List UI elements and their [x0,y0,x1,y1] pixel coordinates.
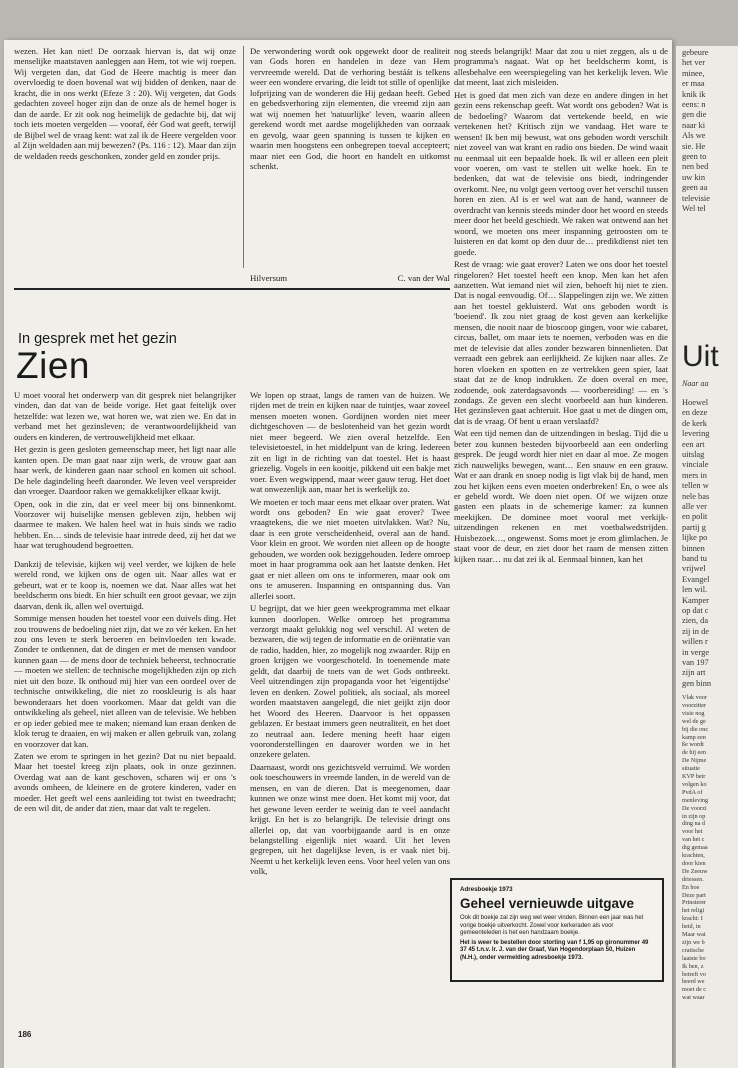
facing-page-line: gen binn [682,678,712,688]
paragraph: Zaten we erom te springen in het gezin? Dat nu niet bepaald. Maar het toestel kreeg zijn plaats, ook in onze gezinnen. Overdag wat aan de kant geschoven, scharen wij er ons 's avonds omheen, de kleinere en de grotere kinderen, vader en moeder. Het geeft wel eens aanleiding tot twist en tweedracht; de een wil dit, de ander dat zien, maar dat valt te regelen. [14,750,236,814]
facing-page-line: En hoe [682,883,700,891]
facing-page-line: visie nog [682,709,705,717]
facing-page-line: voor het [682,828,703,836]
facing-page-edge [676,46,738,1068]
paragraph: Daarnaast, wordt ons gezichtsveld verruimd. We worden ook toeschouwers in vreemde landen, in de wereld van de mensen, en van de dieren. Dat is meegenomen, daar kunnen we onze winst mee doen. Het komt mij voor, dat het gewone leven eerder te weinig dan te veel aandacht krijgt. En het is zo belangrijk. De televisie dringt ons allerlei op, dat van voorbijgaande aard is en onze belangstelling eigenlijk niet waard. Uit het leven gegrepen, uit het dagelijkse leven, is er vaak niet bij. Neemt u het kerkelijk leven eens. Voor heel velen van ons volk, [250,761,450,877]
facing-page-line: geen aa [682,183,708,193]
facing-page-line: driessen. [682,875,704,883]
facing-page-line: nen bed [682,162,709,172]
box-body: Ook dit boekje zal zijn weg wel weer vinden. Binnen een jaar was het vorige boekje uitverkocht. Zowel voor kerkeraden als voor gemeenteleden is het een handzaam boekje. [460,915,644,937]
paragraph: U begrijpt, dat we hier geen weekprogramma met elkaar kunnen doorlopen. Welke omroep het programma verzorgt maakt gelukkig nog wel verschil. Al weten de bezwaren, die wij tegen de informatie en de oriëntatie van de radio, hadden, hier, zo mogelijk nog zwaarder. Rijp en groen krijgen we voorgeschoteld. In toenemende mate geldt, dat daarbij de toets van de wet Gods ontbreekt. Veel uitzendingen zijn propaganda voor het 'eigentijdse' leven en denken. Zowel politiek, als sociaal, als moreel worden maatstaven aangelegd, die niet geijkt zijn door het Woord des Heeren. Daarvoor is het oppassen geblazen. Er bestaat immers geen neutraliteit, en het doet zo neutraal aan. Iedere mening heeft haar eigen vooronderstellingen en daarover worden we in het onzekere gelaten. [250,603,450,760]
page-number: 186 [18,1030,32,1039]
facing-page-line: Kamper [682,595,709,605]
facing-page-line: Prinsterer [682,899,707,907]
facing-page-line: partij g [682,522,706,532]
facing-page-line: voorzitter [682,701,707,709]
facing-page-line: len wil. [682,585,708,595]
facing-page-line: wat waar [682,994,705,1002]
paragraph: Open, ook in die zin, dat er veel meer bij ons binnenkomt. Voorzover wij huiselijke mensen gebleven zijn, hebben wij daarmee te maken. We halen heel wat in huis sinds we radio hebben. En… sinds de televisie haar intrede deed, zij het dat we haar wat terughoudend begroetten. [14,498,236,551]
facing-page-line: uw kin [682,172,706,182]
facing-page-line: willen r [682,637,708,647]
top-article-column-2 [250,46,450,268]
paragraph: Het is goed dat men zich van deze en andere dingen in het gezin eens rekenschap geeft. Wat wordt ons geboden? Wat is de bedoeling? Waarom dat vertekende beeld, en wie vertekenen het? Kritisch zijn we vandaag. Het ware te wensen! Ik ben mij bewust, wat ons geboden wordt verschilt niet zoveel van wat krant en radio ons bieden. De wind waait nu eenmaal uit een bepaalde hoek. Ik wil er alleen een pleit voor voeren, om vast te stellen uit welke hoek. En te bedenken, dat wat de televisie ons biedt, indringender overkomt. Nee, nu volgt geen vertoog over het verschil tussen horen en zien. Al is er wel wat aan de hand, wanneer de overdracht van kennis steeds minder door het woord en steeds meer door het beeld geschiedt. We raken wat ontwend aan het woord, we moeten ons meer inspanning getroosten om te luisteren en dat komt op den duur de… predikdienst niet ten goede. [454,89,668,257]
facing-page-line: het ver [682,58,706,68]
facing-page-line: De voorzi [682,804,707,812]
facing-page-line: betreft vo [682,970,706,978]
box-order-info: Het is weer te bestellen door storting van f 1,95 op gironummer 49 37 45 t.n.v. Ir. J. van der Graaf, Van Hogendorplaan 50, Huizen (N.H.), onder vermelding adresboekje 1973. [460,939,649,961]
facing-page-line: gen die [682,110,707,120]
facing-page-line: door kien [682,859,706,867]
facing-page-line: alle ver [682,502,707,511]
facing-page-line: PvdA of [682,788,703,796]
facing-page-line: Deze part [682,891,706,899]
box-title: Geheel vernieuwde uitgave [460,896,635,911]
facing-page-line: krachten, [682,852,705,859]
facing-page-line: gebeure [682,48,709,57]
facing-page-line: minee, [682,68,705,78]
facing-page-line: laatste bo [682,954,706,962]
facing-page-line: zijn we b [682,938,705,946]
facing-page-line: kamp een [682,733,706,741]
facing-page-line: mers in [682,470,707,480]
facing-page-line: Vlak voor [682,694,707,701]
facing-page-line: bij die onc [682,725,709,733]
facing-page-line: vinciale [682,460,709,470]
paragraph: We lopen op straat, langs de ramen van de huizen. We rijden met de trein en kijken naar de tuintjes, waar zoveel mensen moeten wonen. Gordijnen worden niet meer dichtgeschoven — de beslotenheid van het gezin wordt niet meer begeerd. We zien overal hetzelfde. Een televisietoestel, in het middelpunt van de kring. Iedereen zit en ligt in de richting van dat toestel. Het is haast griezelig. Vogels in een kooitje, pikkend uit een bakje met voer. Even wegwippend, maar weer gauw terug. Het doet wat onwezenlijk aan, maar het is werkelijk zo. [250,390,450,495]
paragraph: Het gezin is geen gesloten gemeenschap meer, het ligt naar alle kanten open. De man gaat naar zijn werk, de vrouw gaat aan haar werk, de kinderen gaan naar school en komen uit school. De hele dagindeling heeft daaronder. We leven veel verspreider dan vroeger. Daardoor raken we gemakkelijker elkaar kwijt. [14,444,236,497]
main-article-column-1 [14,390,236,1024]
facing-page-line: Als we [682,131,706,141]
facing-page-line: naar ki [682,120,706,130]
facing-page-line: en polit [682,512,708,522]
top-article-signature [250,273,450,283]
facing-page-line: wel de ge [682,717,706,725]
facing-page-line: nele bas [682,491,710,501]
paragraph: Dankzij de televisie, kijken wij veel verder, we kijken de hele wereld rond, we kijken ons de ogen uit. Naar alles wat er gebeurt, wat er te koop is, noemen we dat. Naar alles wat het beeldscherm ons biedt. En hier schuilt een groot gevaar, we zijn daarvan, denk ik, allen wel overtuigd. [14,558,236,611]
facing-page-line: KVP betr [682,773,706,780]
facing-page-line: in zijn op [682,812,706,820]
paragraph: nog steeds belangrijk! Maar dat zou u niet zeggen, als u de programma's nagaat. Wat op het beeldscherm komt, is allesbehalve een weerspiegeling van het kerkelijk leven. Wie dat meent, laat zich misleiden. [454,46,668,88]
column-divider [243,46,244,268]
signature-place: Hilversum [250,273,288,283]
facing-page-line: Evangel [682,574,710,584]
facing-page-line: ße wordt [682,741,704,749]
adresboekje-box [450,878,664,982]
facing-page-line: lijke po [682,533,708,543]
facing-page-line: uitslag [682,450,705,459]
signature-author: C. van der Wal [397,273,450,283]
facing-page-line: er maa [682,79,705,89]
section-rule [14,288,450,290]
facing-page-line: televisie [682,193,710,203]
facing-page-line: het religi [682,907,705,915]
article-kicker: In gesprek met het gezin [18,331,177,347]
facing-page-line: De Nijme [682,757,707,765]
paragraph: Wat een tijd nemen dan de uitzendingen in beslag. Tijd die u beter zou kunnen besteden bijvoorbeeld aan een onderling gesprek. De jeugd wordt hier niet en daar al moe. Ze mogen zich nauwelijks bewegen, want… Een snauw en een grauw. Wat er aan drank en snoep nodig is ligt vlak bij de hand, men zou het kijken eens even moeten onderbreken! En, o wee als er gebeld wordt. We doen niet open. Of we wijzen onze gasten een plaats in de schemerige kamer: za kunnen meekijken. De dominee moet vooral met verkijk-uitzendingen rekenen en met voetbalwedstrijden. Huisbezoek…, ongewenst. Soms moet je erom glimlachen. Je staat voor de deur, en ziet door het raam de mensen zitten kijken naar… nu dat zei ik al. Eenmaal binnen, kan het [454,428,668,564]
facing-page-heading: Uit [682,340,719,373]
facing-page-line: dig gemaa [682,844,708,852]
facing-page-line: een art [682,439,705,449]
facing-page-line: De Zeeuw [682,867,708,875]
facing-page-line: Hoewel [682,398,709,407]
paragraph: Sommige mensen houden het toestel voor een duivels ding. Het zou trouwens de bedoeling niet zijn, dat we zo vér keken. En het zou ons leven te sterk beroeren en beïnvloeden ten kwade. Zonder te ontkennen, dat de dingen er met de mensen vandoor kunnen gaan — de mens door de techniek beheerst, technocratie — moeten we stellen: de technische mogelijkheden zijn op zich niet uit den boze. Ik onthoud mij hier van een oordeel over de technische ontwikkeling, die niet zo rooskleurig is als haar bewonderaars het doen voorkomen. Maar dat geldt van die ontwikkeling als geheel, niet alleen van de televisie. We hebben er op ieder gebied mee te maken; niemand kan eraan denken de klok terug te draaien, en wij maken er allen gebruik van, zolang en voorzover dat kan. [14,613,236,749]
facing-page-subtitle: Naar aa [682,379,709,388]
facing-page-line: menleving [682,796,709,804]
top-article-column-1 [14,46,236,268]
facing-page-line: vrijwel [682,564,706,574]
facing-page-line: van 197 [682,658,709,667]
facing-page-line: levering [682,429,710,439]
facing-page-line: ding na d [682,820,706,828]
facing-page-line: en deze [682,408,708,418]
facing-page-line: zij in de [682,626,709,636]
facing-page-line: beerd we [682,978,705,986]
facing-page-line: situatie [682,765,700,773]
facing-page-line: knik ik [682,89,706,99]
facing-page-line: eens: n [682,100,706,109]
facing-page-line: in verge [682,647,710,657]
facing-page-line: de kerk [682,418,707,428]
facing-page-line: de hij een [682,749,707,757]
paragraph: We moeten er toch maar eens met elkaar over praten. Wat wordt ons geboden? En wie gaat erover? Twee vraagtekens, die we niet moeten uitvlakken. Wat? Nu, daar is een grote verscheidenheid, overal aan de hand. Voor klein en groot. We worden niet alleen op de hoogte gehouden, we worden ook beziggehouden. Iedere omroep moet in haar programma ook aan het laatste denken. Het gaat er niet alleen om ons te informeren, maar ook om ons te amuseren. Inspanning en ontspanning dus. Van allerlei soort. [250,496,450,601]
facing-page-line: binnen [682,543,705,553]
facing-page-line: Maar wat [682,931,706,938]
main-article-column-2 [250,390,450,1024]
facing-page-line: op dat c [682,606,709,615]
main-article-column-3 [454,46,668,910]
facing-page-line: geen to [682,152,707,161]
facing-page-line: Ik ben, z [682,962,704,970]
facing-page-line: Wel tel [682,204,706,213]
facing-page-line: cratische [682,946,704,954]
facing-page-line: heid, in [682,923,701,931]
article-title: Zien [16,345,90,386]
facing-page-line: kracht: I [682,915,703,923]
facing-page-line: zijn art [682,668,706,678]
facing-page-line: sie. He [682,141,706,151]
box-tag: Adresboekje 1973 [460,886,513,893]
top-article-paragraph: De verwondering wordt ook opgewekt door de realiteit van Gods horen en handelen in deze van Hem vervreemde wereld. Dat de verhoring bestáát is telkens weer een wondere ervaring, die leidt tot stille of openlijke lofprijzing van de wonderen die Hij gedaan heeft. Gebed en gebedsverhoring zijn elementen, die vreemd zijn aan wat wij noemen het 'natuurlijke' leven, waarin alleen gerekend wordt met aardse mogelijkheden van oorzaak en gevolg, waar geen spanning is tussen te kijken en waarin men hoogstens een onbegrepen toeval accepteert; maar niet een God, die hoort en handelt en uitkomst schenkt. [250,46,450,171]
facing-page-line: tellen w [682,481,709,491]
facing-page-line: band tu [682,554,707,563]
magazine-page [4,40,672,1068]
facing-page-line: volgen ko [682,780,707,788]
facing-page-line: moet de c [682,986,707,994]
paragraph: U moet vooral het onderwerp van dit gesprek niet belangrijker vinden, dan dat van de beide vorige. Het gaat feitelijk over hetzelfde: wat lezen we, wat horen we, wat zien we. En dat in verband met het gezinsleven; de verantwoordelijkheid van ouders en kinderen, de vertrouwelijkheid met elkaar. [14,390,236,442]
paragraph: Rest de vraag: wie gaat erover? Laten we ons door het toestel ringeloren? Het toestel heeft een knop. Men kan het afen aanzetten. Wat iemand niet wil zien, behoeft hij niet te zien. Dat is nogal eenvoudig. Of… Slappelingen zijn we. We zitten aan het toestel gekluisterd. Wat ons geboden wordt is 'boeiend'. Ik zou niet graag de kost geven aan kerkelijke mensen, die nooit naar de bioscoop gingen, voor wie cabaret, circus, ballet, om maar iets te noemen, verboden was en die met de televisie dat alles zonder bezwaren binnenlieten. Dat verraadt een gebrek aan eerlijkheid. Ze kijken naar alles. Ze horen vloeken en spotten en ze vertrekken geen spier, laat staat dat ze de knop indrukken. Ze doen overal en mee, zodoende, ook zaterdagsavonds — voorbereiding! — en 's zondags. Ze geven een slecht voorbeeld aan hun kinderen. Het gezinsleven gaat achteruit. Hoe gaat u met de dingen om, dat is de vraag. Of bent u eraan verslaafd? [454,259,668,426]
facing-page-line: zien, da [682,616,709,626]
facing-page-line: van het c [682,836,705,844]
top-article-paragraph: wezen. Het kan niet! De oorzaak hiervan is, dat wij onze menselijke maatstaven aanleggen aan Hem, tot wie wij roepen. Wij vergeten dan, dat God de Heere machtig is meer dan overvloedig te doen bovenal wat wij bidden of denken, naar de kracht, die in ons werkt (Efeze 3 : 20). Wij vergeten, dat Gods gedachten zoveel hoger zijn dan de onze als de hemel hoger is dan de aarde. Er zit ook nog heimelijk de gedachte bij, dat wij toch iets moeten vergelden — vooraf, éér God wat geeft, terwijl de Bijbel wel de vraag kent: wat zal ik de Heere vergelden voor al Zijn weldaden aan mij bewezen? (Ps. 116 : 12). Maar dan zijn de weldaden reeds geschonken, zonder geld en zonder prijs. [14,46,236,161]
